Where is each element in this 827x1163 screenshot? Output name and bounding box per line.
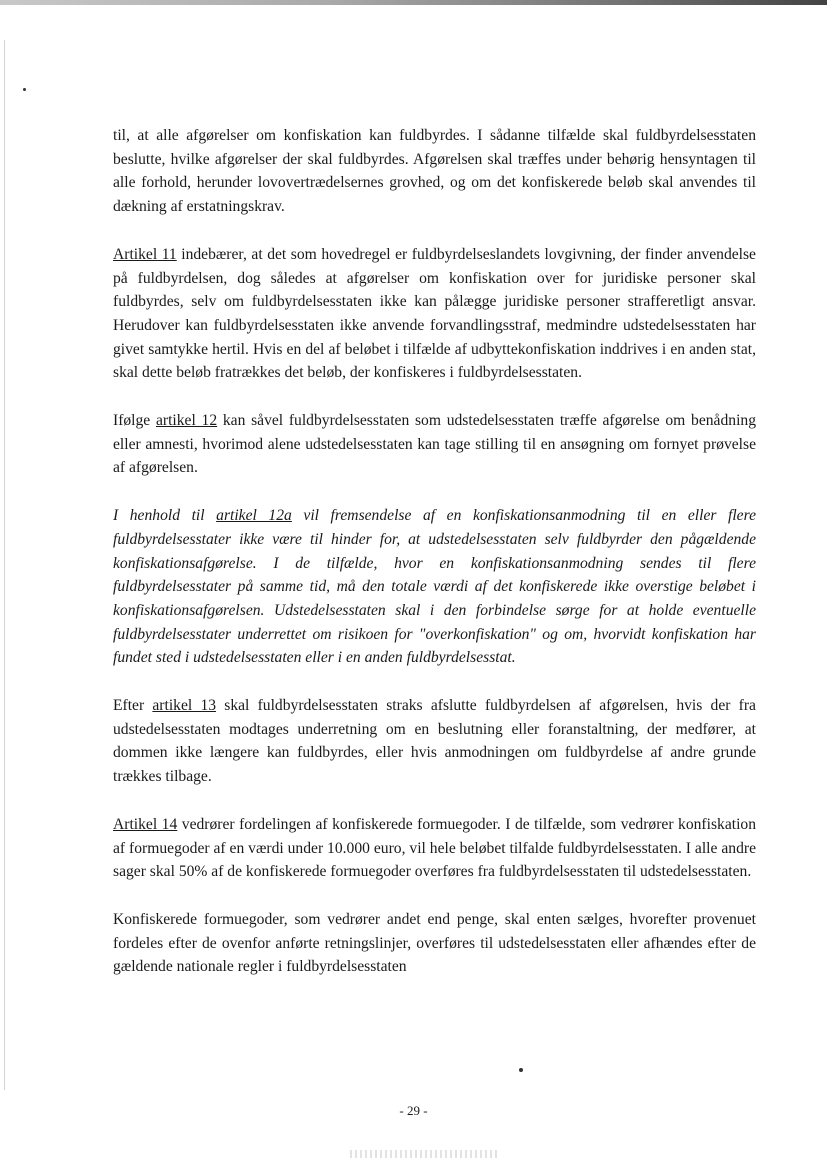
paragraph-4 bbox=[113, 504, 756, 670]
article-12a-reference: artikel 12a bbox=[216, 507, 292, 525]
scan-speck bbox=[23, 88, 26, 91]
scan-left-edge bbox=[4, 40, 5, 1090]
paragraph-7-text: Konfiskerede formuegoder, som vedrører andet end penge, skal enten sælges, hvorefter provenuet fordeles efter de ovenfor anførte retningslinjer, overføres til udstedelsesstaten eller afhændes efter de gældende nationale regler i fuldbyrdelsesstaten bbox=[113, 910, 756, 976]
paragraph-5 bbox=[113, 694, 756, 789]
paragraph-2-text: indebærer, at det som hovedregel er fuldbyrdelseslandets lovgivning, der finder anvendelse på fuldbyrdelsen, dog således at afgørelser om konfiskation over for juridiske personer skal fuldbyrdes, selv om fuldbyrdelsesstaten ikke kan pålægge juridiske personer strafferetligt ansvar. Herudover kan fuldbyrdelsesstaten ikke anvende forvandlingsstraf, medmindre udstedelsesstaten har givet samtykke hertil. Hvis en del af beløbet i tilfælde af udbyttekonfiskation inddrives i en anden stat, skal dette beløb fratrækkes det beløb, der konfiskeres i fuldbyrdelsesstaten. bbox=[113, 245, 756, 382]
article-11-reference: Artikel 11 bbox=[113, 245, 177, 263]
scan-noise bbox=[350, 1150, 500, 1158]
paragraph-5-lead: Efter bbox=[113, 697, 153, 715]
scan-speck bbox=[519, 1068, 523, 1072]
paragraph-6-text: vedrører fordelingen af konfiskerede formuegoder. I de tilfælde, som vedrører konfiskation af formuegoder af en værdi under 10.000 euro, vil hele beløbet tilfalde fuldbyrdelsesstaten. I alle andre sager skal 50% af de konfiskerede formuegoder overføres fra fuldbyrdelsesstaten til udstedelsesstaten. bbox=[113, 815, 756, 881]
paragraph-4-text: vil fremsendelse af en konfiskationsanmodning til en eller flere fuldbyrdelsesstater ikke være til hinder for, at udstedelsesstaten selv fuldbyrder den pågældende konfiskationsafgørelse. I de tilfælde, hvor en konfiskationsanmodning sendes til flere fuldbyrdelsesstater på samme tid, må den totale værdi af det konfiskerede ikke overstige beløbet i konfiskationsafgørelsen. Udstedelsesstaten skal i den forbindelse sørge for at holde eventuelle fuldbyrdelsesstater underrettet om risikoen for "overkonfiskation" og om, hvorvidt konfiskation har fundet sted i udstedelsesstaten eller i en anden fuldbyrdelsesstat. bbox=[113, 507, 757, 667]
paragraph-1-text: til, at alle afgørelser om konfiskation kan fuldbyrdes. I sådanne tilfælde skal fuldbyrdelsesstaten beslutte, hvilke afgørelser der skal fuldbyrdes. Afgørelsen skal træffes under behørig hensyntagen til alle forhold, herunder lovovertrædelsernes grovhed, og om det konfiskerede beløb skal anvendes til dækning af erstatningskrav. bbox=[113, 127, 756, 216]
paragraph-3-text: kan såvel fuldbyrdelsesstaten som udstedelsesstaten træffe afgørelse om benådning eller amnesti, hvorimod alene udstedelsesstaten kan tage stilling til en ansøgning om fornyet prøvelse af afgørelsen. bbox=[113, 412, 756, 477]
paragraph-1 bbox=[113, 124, 756, 219]
page-number: - 29 - bbox=[399, 1103, 428, 1118]
article-13-reference: artikel 13 bbox=[152, 697, 217, 715]
paragraph-4-lead: I henhold til bbox=[113, 507, 217, 525]
paragraph-5-text: skal fuldbyrdelsesstaten straks afslutte fuldbyrdelsen af afgørelsen, hvis der fra udstedelsesstaten modtages underretning om en beslutning eller foranstaltning, der medfører, at dommen ikke længere kan fuldbyrdes, eller hvis anmodningen om fuldbyrdelse af andre grunde trækkes tilbage. bbox=[113, 697, 756, 786]
article-12-reference: artikel 12 bbox=[155, 412, 218, 430]
paragraph-7 bbox=[113, 908, 756, 979]
paragraph-3-lead: Ifølge bbox=[113, 412, 156, 430]
paragraph-6 bbox=[113, 813, 756, 884]
paragraph-3 bbox=[113, 409, 756, 480]
paragraph-2 bbox=[113, 243, 756, 385]
scan-top-border bbox=[0, 0, 827, 5]
document-body bbox=[113, 124, 756, 1003]
article-14-reference: Artikel 14 bbox=[113, 815, 178, 833]
